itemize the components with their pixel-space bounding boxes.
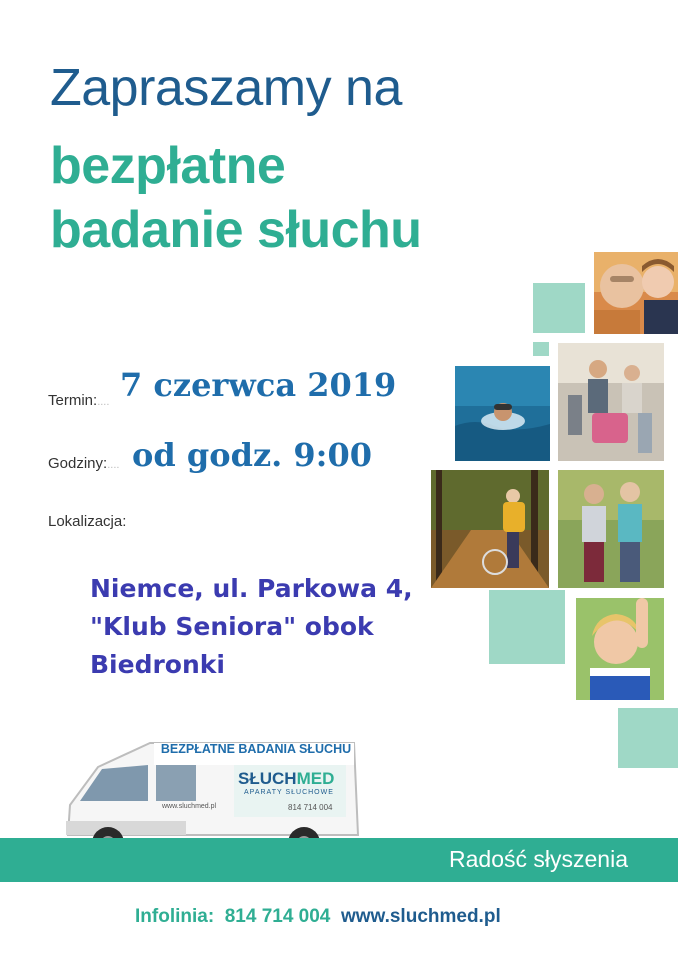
slogan-text: Radość słyszenia [449,846,628,872]
godziny-value: od godz. 9:00 [132,436,373,474]
infolinia-phone: 814 714 004 [224,906,331,927]
headline-line-1: Zapraszamy na [50,59,402,117]
location-address [90,570,450,684]
footer-website[interactable]: www.sluchmed.pl [340,906,501,927]
headline-line-2: bezpłatne [50,137,286,195]
van-phone: 814 714 004 [288,803,333,812]
van-brand-logo: SŁUCHMED [238,769,335,788]
footer-contact [135,906,501,928]
decor-tile [533,342,549,356]
photo-family-travel [558,343,664,461]
photo-grandparent-child [594,252,678,334]
decor-tile [489,590,565,664]
van-brand-sub: APARATY SŁUCHOWE [244,789,334,796]
location-line-1: Niemce, ul. Parkowa 4, [90,574,413,603]
decor-tile [618,708,678,768]
godziny-label: Godziny:.... [48,455,120,472]
termin-value: 7 czerwca 2019 [120,366,397,404]
photo-child-waving [576,598,664,700]
photo-senior-couple-walking [558,470,664,588]
van-banner-text: BEZPŁATNE BADANIA SŁUCHU [160,742,352,756]
photo-swimmer [455,366,550,461]
lokalizacja-label: Lokalizacja: [48,513,127,530]
termin-label: Termin:.... [48,392,110,409]
location-line-2: "Klub Seniora" obok [90,612,374,641]
van-website: www.sluchmed.pl [162,803,217,810]
photo-cyclist-autumn [431,470,549,588]
location-line-3: Biedronki [90,650,225,679]
infolinia-label: Infolinia: [135,906,215,927]
headline-line-3: badanie słuchu [50,201,422,259]
decor-tile [533,283,585,333]
